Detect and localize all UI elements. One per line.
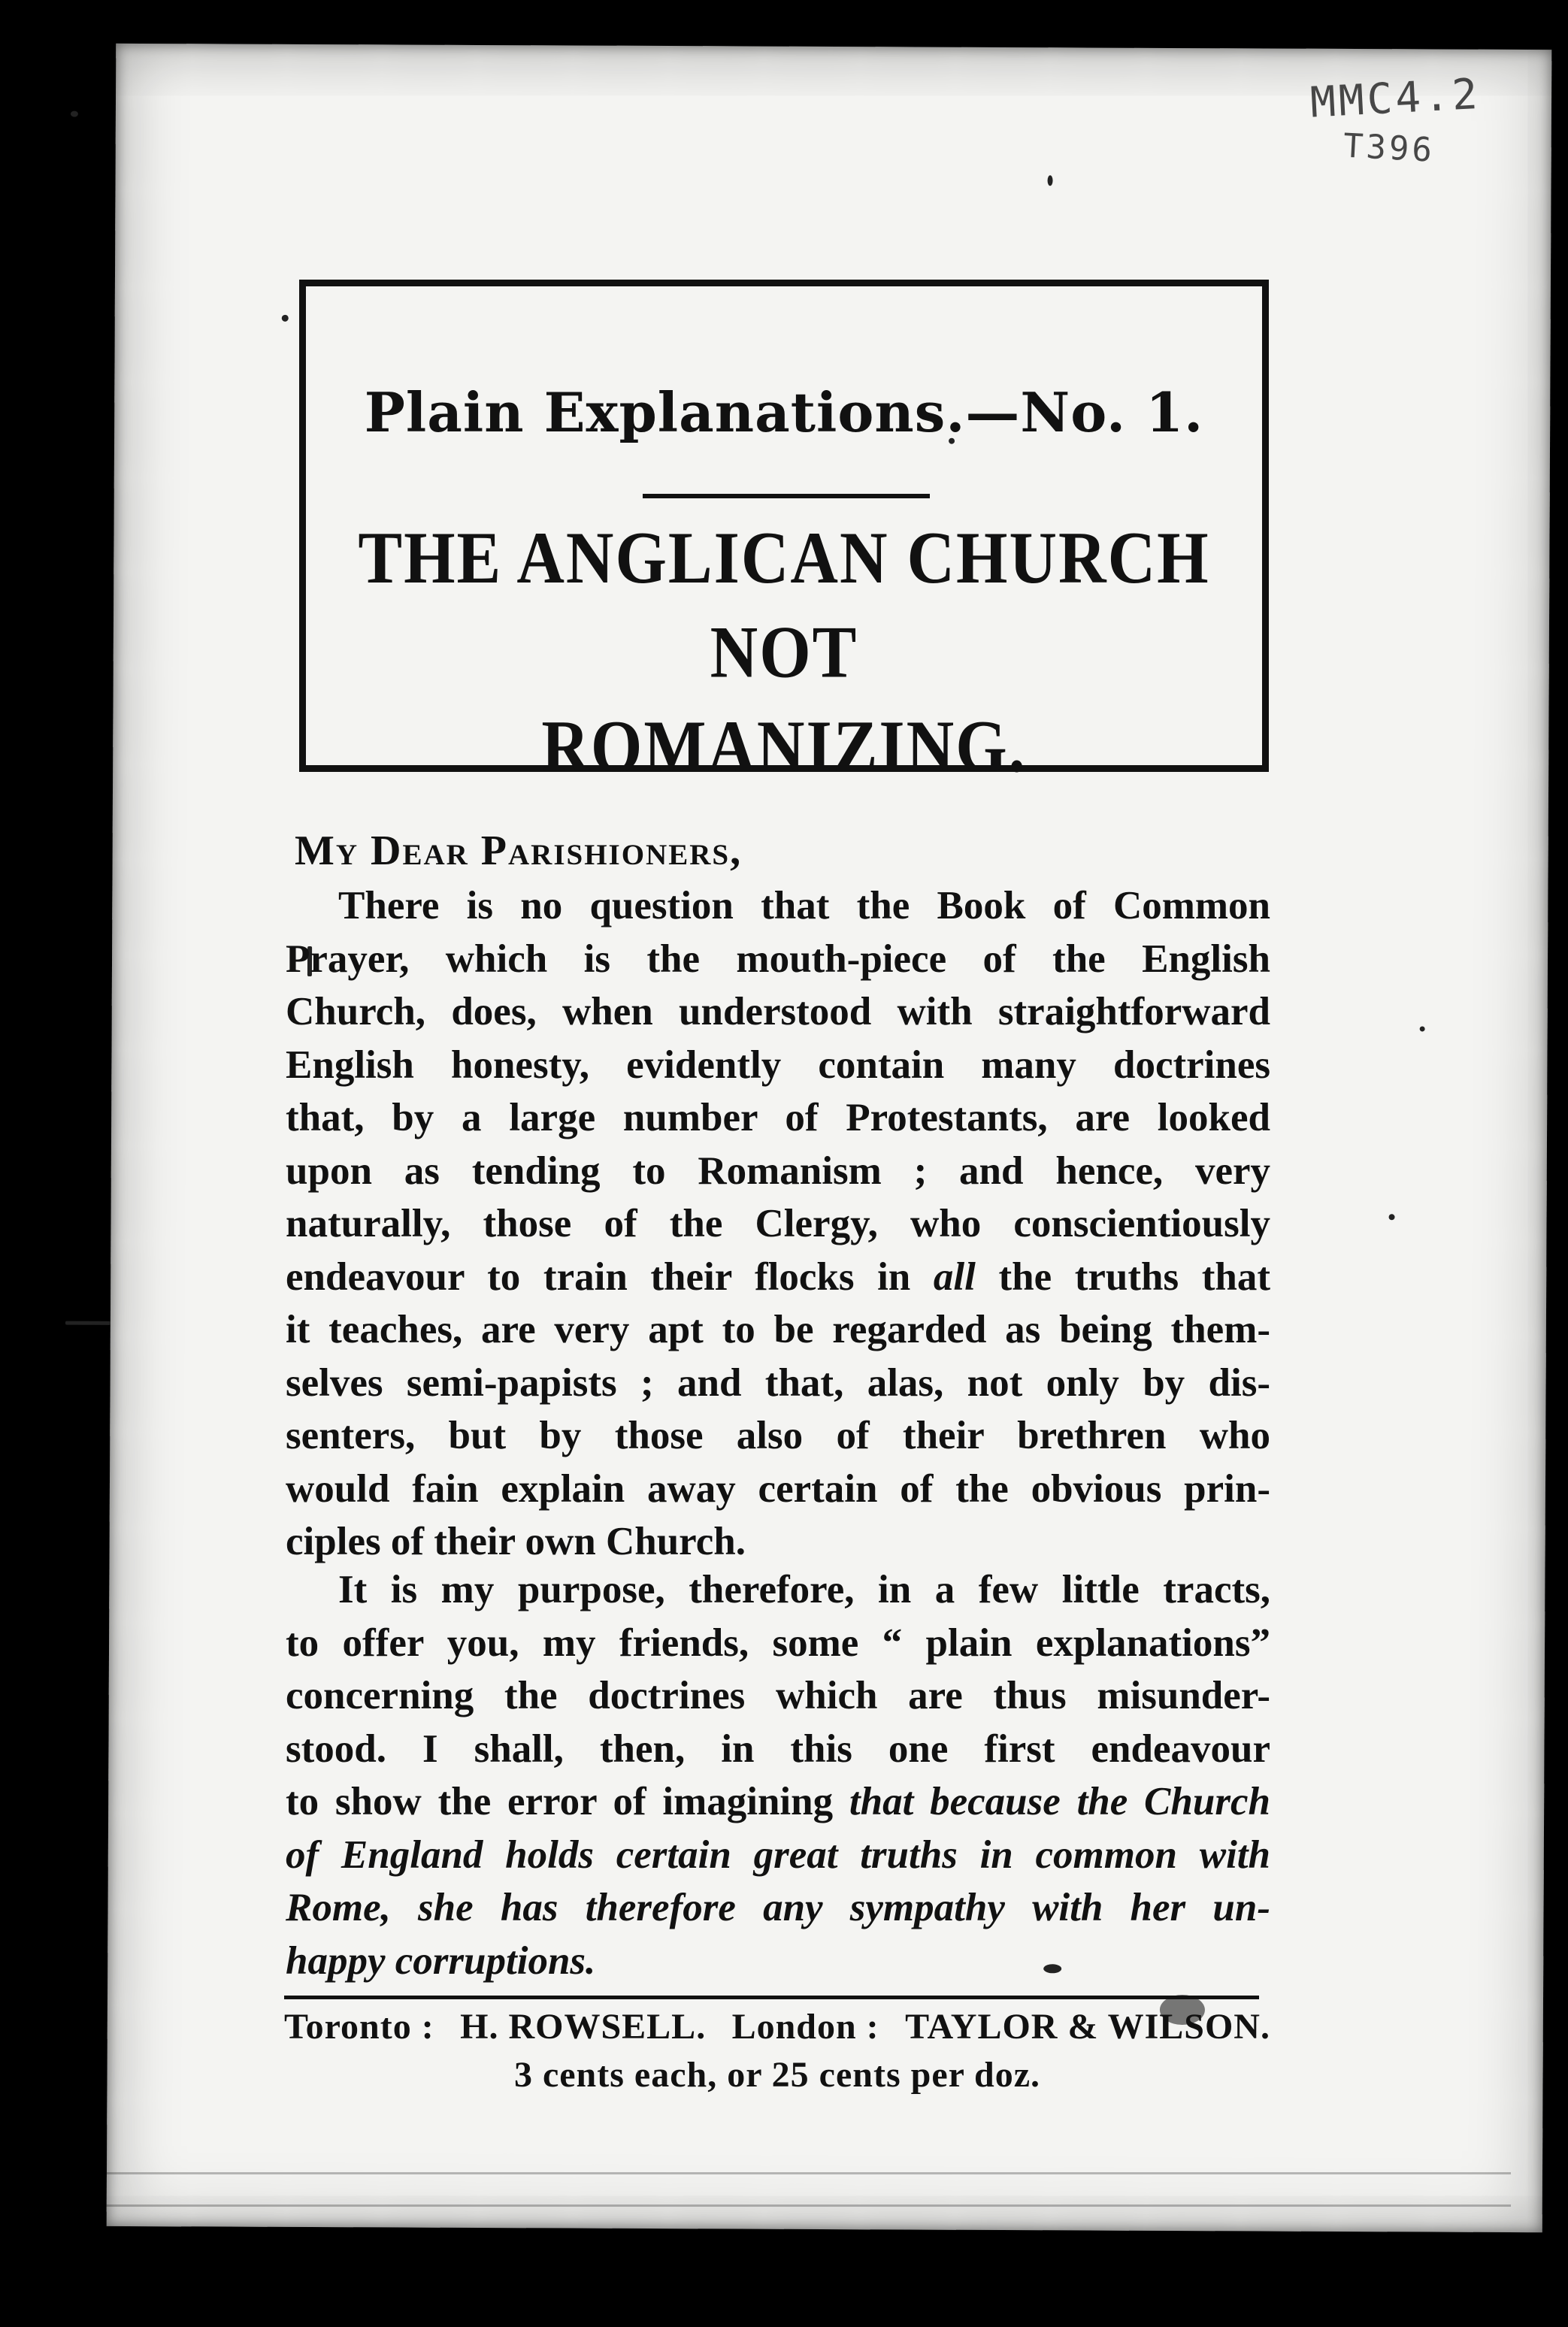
series-title: Plain Explanations.—No. 1.	[364, 380, 1204, 444]
text-line: endeavour to train their flocks in all the truths that	[286, 1254, 1271, 1299]
text-line: English honesty, evidently contain many doctrines	[286, 1042, 1270, 1087]
text-line: Church, does, when understood with straightforward	[286, 990, 1270, 1033]
shelfmark-line-1: MMC4.2	[1309, 69, 1482, 128]
london-label: London :	[731, 2007, 879, 2047]
salutation: My Dear Parishioners,	[295, 828, 743, 874]
main-title-line-1: THE ANGLICAN CHURCH NOT	[358, 517, 1210, 694]
text-line: to show the error of imagining that because the Church	[286, 1780, 1270, 1823]
text-line: happy corruptions.	[286, 1938, 596, 1983]
emphasis-all: all	[933, 1254, 976, 1299]
text-line: to offer you, my friends, some “ plain explanations”	[286, 1620, 1270, 1665]
title-divider	[643, 494, 930, 498]
text-line: would fain explain away certain of the obvious prin-	[286, 1466, 1270, 1511]
paragraph-1	[286, 879, 1270, 1569]
main-title	[336, 512, 1232, 794]
scan-speck	[71, 111, 78, 117]
toronto-label: Toronto :	[284, 2007, 434, 2047]
text-line: Prayer, which is the mouth-piece of the English	[286, 937, 1270, 981]
text-line: Rome, she has therefore any sympathy with her un-	[286, 1886, 1270, 1929]
shelfmark-line-2: T396	[1342, 126, 1436, 170]
scan-speck	[1420, 1026, 1425, 1031]
text-line: It is my purpose, therefore, in a few little tracts,	[338, 1568, 1270, 1611]
imprint	[284, 2003, 1270, 2099]
imprint-publishers	[284, 2003, 1270, 2051]
text-line: of England holds certain great truths in common with	[286, 1832, 1270, 1877]
scan-speck	[1048, 175, 1053, 186]
scan-speck	[282, 315, 289, 322]
main-title-line-2: ROMANIZING.	[541, 706, 1027, 788]
paragraph-2	[286, 1563, 1270, 1987]
price-line: 3 cents each, or 25 cents per doz.	[513, 2055, 1041, 2095]
text-line: selves semi-papists ; and that, alas, not only by dis-	[286, 1360, 1270, 1405]
scan-speck	[65, 1321, 110, 1325]
text-line: upon as tending to Romanism ; and hence, very	[286, 1148, 1270, 1193]
scan-speck	[1389, 1214, 1395, 1220]
text-line: There is no question that the Book of Common	[338, 884, 1270, 927]
toronto-publisher: H. ROWSELL.	[460, 2007, 707, 2047]
text-line: stood. I shall, then, in this one first endeavour	[286, 1726, 1270, 1771]
scan-edge-lines	[90, 2172, 1511, 2207]
handwritten-shelfmark	[1309, 66, 1533, 183]
text-line: senters, but by those also of their brethren who	[286, 1414, 1270, 1457]
title-box	[299, 280, 1269, 788]
text-line: that, by a large number of Protestants, are looked	[286, 1096, 1270, 1139]
text-line: naturally, those of the Clergy, who conscientiously	[286, 1202, 1270, 1245]
emphasis-text: that because the Church	[849, 1780, 1270, 1823]
text-line: concerning the doctrines which are thus misunder-	[286, 1674, 1270, 1717]
footer-divider	[284, 1996, 1259, 1999]
text-line: ciples of their own Church.	[286, 1520, 746, 1563]
text-line: it teaches, are very apt to be regarded as being them-	[286, 1308, 1270, 1351]
london-publisher: TAYLOR & WILSON.	[905, 2007, 1270, 2047]
